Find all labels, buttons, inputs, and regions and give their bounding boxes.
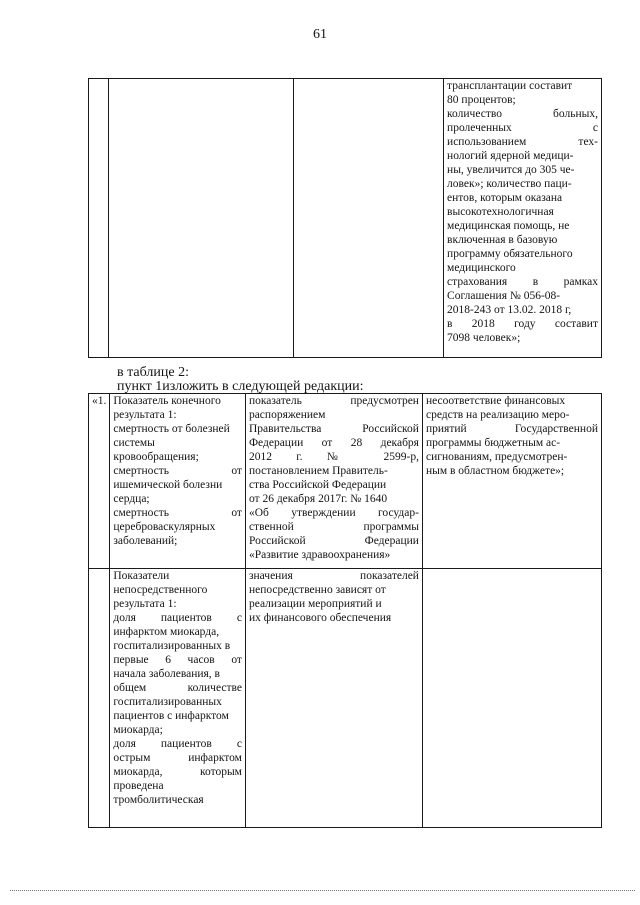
row1-basis-lines <box>249 394 419 562</box>
text-line: госпитализированных в <box>113 640 231 652</box>
row2-basis-cell <box>245 569 422 828</box>
row1-indicator-cell <box>110 394 246 569</box>
row1-basis-cell <box>245 394 422 569</box>
text-line: показатель предусмотрен <box>248 395 419 407</box>
text-line: пролеченных с <box>447 122 598 134</box>
text-line: в 2018 году составит <box>447 318 598 330</box>
text-line: приятий Государственной <box>425 423 598 435</box>
text-line: использованием тех- <box>447 136 598 148</box>
text-line: непосредственно зависят от <box>248 584 386 596</box>
text-line: первые 6 часов от <box>113 654 242 666</box>
table1-num-cell <box>89 79 109 358</box>
text-line: их финансового обеспечения <box>248 612 392 624</box>
text-line: 2018-243 от 13.02. 2018 г, <box>447 304 572 316</box>
table1-text-cell <box>444 79 602 358</box>
row2-num-cell <box>89 569 110 828</box>
text-line: ства Российской Федерации <box>248 479 387 491</box>
text-line: «Развитие здравоохранения» <box>248 549 391 561</box>
continuation-table <box>88 78 602 358</box>
text-line: Правительства Российской <box>248 423 419 435</box>
row1-risk-lines <box>426 394 598 478</box>
text-line: страхования в рамках <box>447 276 598 288</box>
text-line: смертность от <box>113 465 242 477</box>
text-line: средств на реализацию меро- <box>425 409 570 421</box>
text-line: пациентов с инфарктом <box>113 710 229 722</box>
row2-indicator-cell <box>110 569 246 828</box>
row1-num-cell <box>89 394 110 569</box>
text-line: реализации мероприятий и <box>248 598 382 610</box>
text-line: цереброваскулярных <box>113 521 216 533</box>
text-line: нологий ядерной медици- <box>447 150 574 162</box>
text-line: смертность от <box>113 507 242 519</box>
text-line: трансплантации составит <box>447 80 573 92</box>
text-line: системы <box>113 437 155 449</box>
text-line: ственной программы <box>248 521 419 533</box>
text-line: госпитализированных <box>113 696 222 708</box>
text-line: кровообращения; <box>113 451 199 463</box>
text-line: миокарда, которым <box>113 766 242 778</box>
text-line: от 26 декабря 2017г. № 1640 <box>248 493 388 505</box>
table-2-item-1 <box>88 393 602 828</box>
text-line: Федерации от 28 декабря <box>248 437 419 449</box>
text-line: начала заболевания, в <box>113 668 220 680</box>
text-line: сигнованиям, предусмотрен- <box>425 451 568 463</box>
text-line: Показатели <box>113 570 170 582</box>
paragraph-table-2: в таблице 2: <box>117 365 189 380</box>
row1-risk-cell <box>422 394 601 569</box>
text-line: значения показателей <box>248 570 419 582</box>
text-line: проведена <box>113 780 164 792</box>
text-line: программу обязательного <box>447 248 573 260</box>
text-line: программы бюджетным ас- <box>425 437 561 449</box>
text-line: доля пациентов с <box>113 738 242 750</box>
text-line: инфарктом миокарда, <box>113 626 220 638</box>
text-line: 7098 человек»; <box>447 332 521 344</box>
text-line: доля пациентов с <box>113 612 242 624</box>
row2-risk-cell <box>422 569 601 828</box>
text-line: Соглашения № 056-08- <box>447 290 561 302</box>
row2-basis-lines <box>249 569 419 625</box>
text-line: ны, увеличится до 305 че- <box>447 164 575 176</box>
text-line: ным в областном бюджете»; <box>425 465 565 477</box>
table1-basis-cell <box>294 79 444 358</box>
text-line: тромболитическая <box>113 794 204 806</box>
text-line: несоответствие финансовых <box>425 395 566 407</box>
text-line: результата 1: <box>113 598 177 610</box>
paragraph-item-1-edit: пункт 1изложить в следующей редакции: <box>117 379 364 394</box>
text-line: постановлением Правитель- <box>248 465 388 477</box>
table1-text-lines <box>447 79 598 345</box>
text-line: медицинского <box>447 262 516 274</box>
text-line: миокарда; <box>113 724 163 736</box>
text-line: смертность от болезней <box>113 423 230 435</box>
page-number: 61 <box>313 27 327 42</box>
text-line: Показатель конечного <box>113 395 221 407</box>
text-line: высокотехнологичная <box>447 206 554 218</box>
row2-indicator-lines <box>113 569 242 807</box>
text-line: результата 1: <box>113 409 177 421</box>
scan-edge-line <box>10 890 635 891</box>
text-line: сердца; <box>113 493 150 505</box>
text-line: непосредственного <box>113 584 208 596</box>
text-line: заболеваний; <box>113 535 178 547</box>
text-line: 80 процентов; <box>447 94 516 106</box>
text-line: ентов, которым оказана <box>447 192 563 204</box>
row1-number: «1. <box>92 395 107 407</box>
text-line: количество больных, <box>447 108 598 120</box>
text-line: Российской Федерации <box>248 535 419 547</box>
text-line: острым инфарктом <box>113 752 242 764</box>
table1-indicator-cell <box>108 79 294 358</box>
text-line: ишемической болезни <box>113 479 223 491</box>
text-line: общем количестве <box>113 682 242 694</box>
text-line: включенная в базовую <box>447 234 558 246</box>
text-line: распоряжением <box>248 409 326 421</box>
text-line: 2012 г. № 2599-р, <box>248 451 419 463</box>
text-line: медицинская помощь, не <box>447 220 570 232</box>
row1-indicator-lines <box>113 394 242 548</box>
text-line: ловек»; количество паци- <box>447 178 572 190</box>
text-line: «Об утверждении государ- <box>248 507 419 519</box>
